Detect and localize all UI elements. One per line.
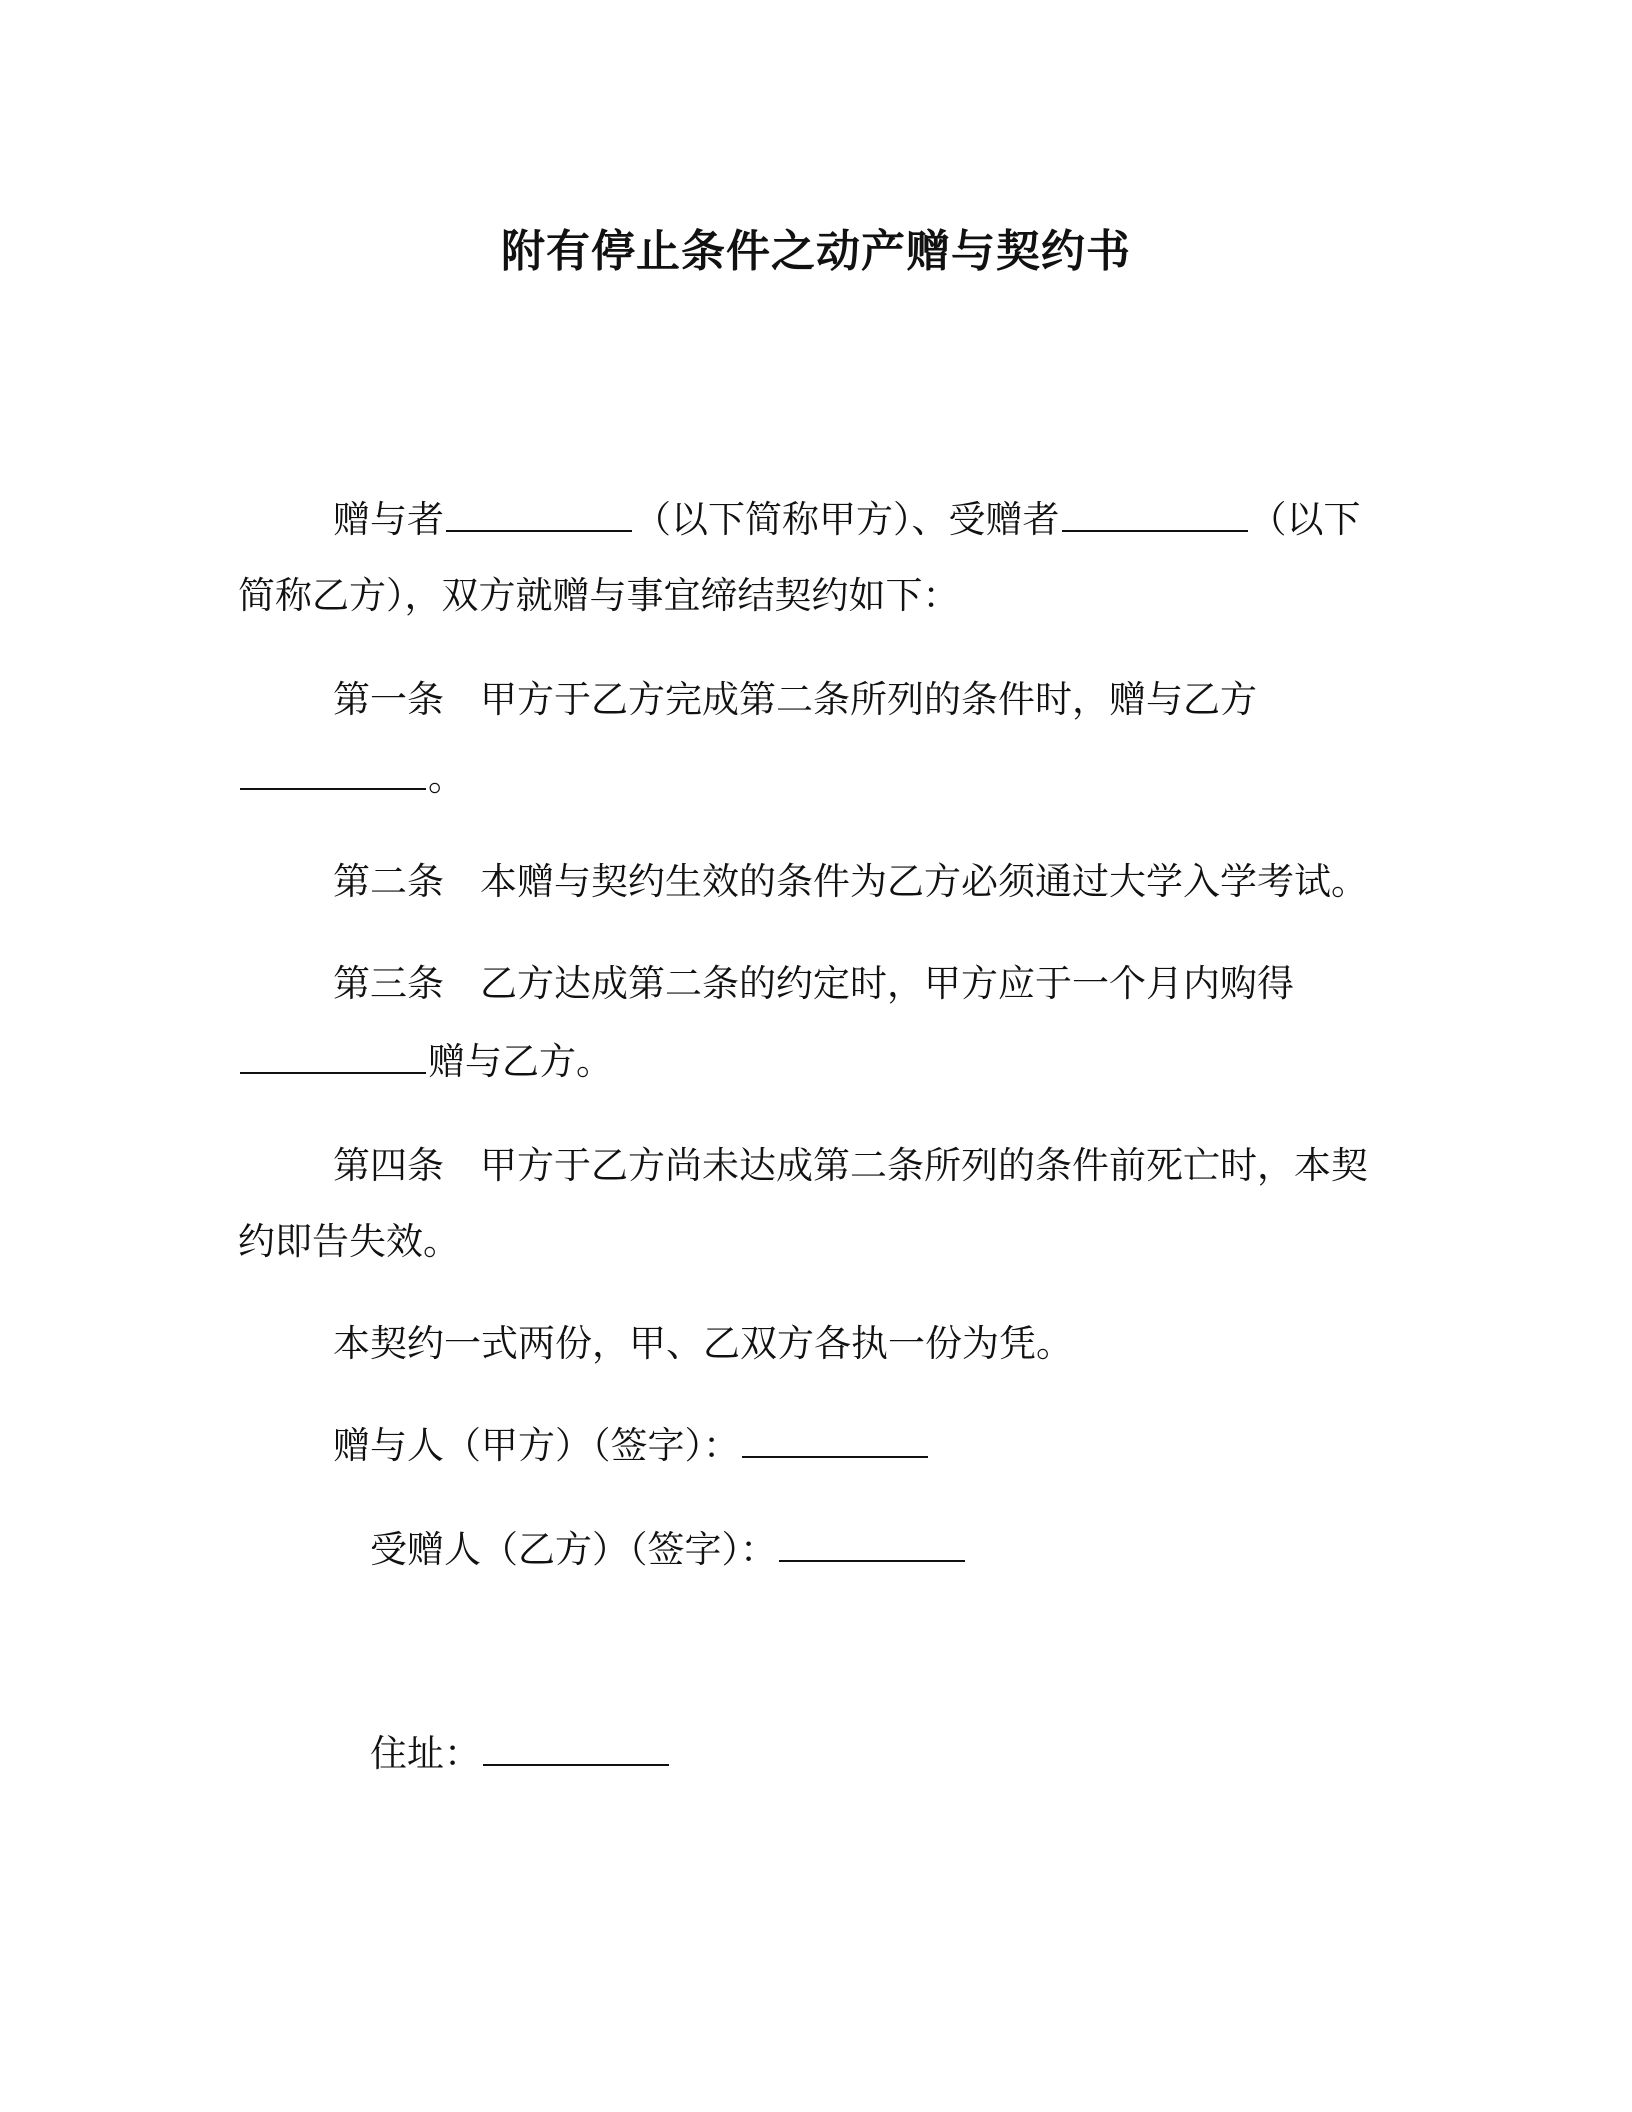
gift-item-blank[interactable] (240, 758, 426, 790)
intro-line-1-end: （以下 (1249, 498, 1361, 541)
copies-statement: 本契约一式两份，甲、乙双方各执一份为凭。 (333, 1322, 1073, 1365)
address-line (370, 1728, 671, 1780)
article-4-line-1 (333, 1140, 1368, 1192)
purchase-item-blank[interactable] (240, 1042, 426, 1074)
address-blank[interactable] (483, 1734, 669, 1766)
donor-signature-label: 赠与人（甲方）（签字）： (333, 1424, 740, 1467)
donee-signature-line (370, 1524, 967, 1576)
article-1-line-2 (238, 752, 465, 804)
donee-signature-label: 受赠人（乙方）（签字）： (370, 1528, 777, 1571)
donee-name-blank[interactable] (1062, 500, 1248, 532)
address-label: 住址： (370, 1732, 481, 1775)
document-title: 附有停止条件之动产赠与契约书 (501, 226, 1131, 277)
article-1-end: 。 (428, 756, 465, 799)
article-3-line-1 (333, 958, 1294, 1010)
intro-line-1 (333, 494, 1361, 546)
article-2-text: 本赠与契约生效的条件为乙方必须通过大学入学考试。 (480, 860, 1368, 903)
article-3-label: 第三条 (333, 962, 444, 1005)
article-4-text: 甲方于乙方尚未达成第二条所列的条件前死亡时，本契 (480, 1144, 1368, 1187)
article-1-label: 第一条 (333, 678, 444, 721)
article-3-text: 乙方达成第二条的约定时，甲方应于一个月内购得 (480, 962, 1294, 1005)
intro-donee-label: （以下简称甲方）、受赠者 (634, 498, 1060, 541)
article-3-line-2 (238, 1036, 613, 1088)
article-4-line-2: 约即告失效。 (238, 1220, 460, 1263)
donee-signature-blank[interactable] (779, 1530, 965, 1562)
article-2-line-1 (333, 856, 1368, 908)
article-2-label: 第二条 (333, 860, 444, 903)
intro-line-2: 简称乙方），双方就赠与事宜缔结契约如下： (238, 574, 960, 617)
intro-donor-label: 赠与者 (333, 498, 444, 541)
article-1-text: 甲方于乙方完成第二条所列的条件时，赠与乙方 (480, 678, 1257, 721)
donor-signature-blank[interactable] (742, 1426, 928, 1458)
article-1-line-1 (333, 674, 1257, 726)
donor-signature-line (333, 1420, 930, 1472)
donor-name-blank[interactable] (446, 500, 632, 532)
article-3-end: 赠与乙方。 (428, 1040, 613, 1083)
article-4-label: 第四条 (333, 1144, 444, 1187)
